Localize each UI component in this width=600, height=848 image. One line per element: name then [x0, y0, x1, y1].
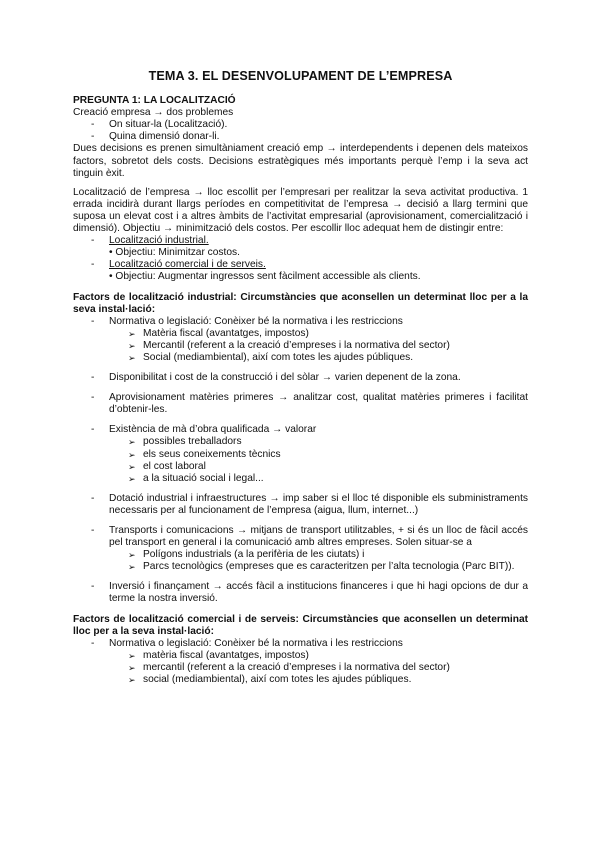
factor-subitem: ➢ Mercantil (referent a la creació d’empreses i la normativa del sector)	[73, 340, 528, 352]
factor-subitem: ➢ matèria fiscal (avantatges, impostos)	[73, 650, 528, 662]
question-heading: PREGUNTA 1: LA LOCALITZACIÓ	[73, 95, 236, 107]
location-type	[73, 259, 528, 271]
factor-item: - Aprovisionament matèries primeres → analitzar cost, qualitat matèries primeres i facilitat d’obtenir-les.	[73, 392, 528, 416]
factor-subitem: ➢ social (mediambiental), així com totes les ajudes públiques.	[73, 674, 528, 686]
factor-item: - Existència de mà d’obra qualificada → valorar	[73, 424, 528, 436]
location-objective: • Objectiu: Augmentar ingressos sent fàcilment accessible als clients.	[109, 271, 421, 283]
location-type-label: Localització comercial i de serveis.	[109, 259, 266, 271]
factor-subitem: ➢ el cost laboral	[73, 461, 528, 473]
intro-line: Creació empresa → dos problemes	[73, 107, 234, 119]
factor-item: - Inversió i finançament → accés fàcil a institucions financeres i que hi hagi opcions de dur a terme la nostra inversió.	[73, 581, 528, 605]
factor-subitem: ➢ mercantil (referent a la creació d’empreses i la normativa del sector)	[73, 662, 528, 674]
location-type-label: Localització industrial.	[109, 235, 209, 247]
factor-subitem: ➢ possibles treballadors	[73, 436, 528, 448]
factor-subitem: ➢ a la situació social i legal...	[73, 473, 528, 485]
factor-subitem: ➢ els seus coneixements tècnics	[73, 449, 528, 461]
factor-item: - Dotació industrial i infraestructures → imp saber si el lloc té disponible els subministraments necessaris per al funcionament de l’empresa (aigua, llum, internet...)	[73, 493, 528, 517]
factor-subitem: ➢ Matèria fiscal (avantatges, impostos)	[73, 328, 528, 340]
factor-subitem: ➢ Social (mediambiental), així com totes les ajudes públiques.	[73, 352, 528, 364]
section-heading: Factors de localització industrial: Circumstàncies que aconsellen un determinat lloc per a la seva instal·lació:	[73, 291, 528, 315]
paragraph: Dues decisions es prenen simultàniament creació emp → interdependents i depenen dels mateixos factors, sobretot dels costs. Decisions estratègiques més importants perquè l’emp i la seva act tinguin èxit.	[73, 143, 528, 179]
section-heading: Factors de localització comercial i de serveis: Circumstàncies que aconsellen un determinat lloc per a la seva instal·lació:	[73, 613, 528, 637]
problem-item: - Quina dimensió donar-li.	[73, 131, 528, 143]
location-type	[73, 235, 528, 247]
factor-item: - Transports i comunicacions → mitjans de transport utilitzables, + si és un lloc de fàcil accés pel transport en general i la comunicació amb altres empreses. Solen situar-se a	[73, 525, 528, 549]
factor-item: - Normativa o legislació: Conèixer bé la normativa i les restriccions	[73, 638, 528, 650]
paragraph: Localització de l’empresa → lloc escollit per l’empresari per realitzar la seva activitat productiva. 1 errada incidirà durant llargs períodes en competitivitat de l’empresa → decisió a llarg termini que suposa un elevat cost i a altres àmbits de l’activitat empresarial (aprovisionament, comercialització i dimensió). Objectiu → minimització dels costos. Per escollir lloc adequat hem de distingir entre:	[73, 186, 528, 235]
factor-subitem: ➢ Parcs tecnològics (empreses que es caracteritzen per l’alta tecnologia (Parc BIT)).	[73, 561, 528, 573]
document-page	[73, 70, 528, 686]
factor-item: - Disponibilitat i cost de la construcció i del sòlar → varien depenent de la zona.	[73, 372, 528, 384]
factor-item: - Normativa o legislació: Conèixer bé la normativa i les restriccions	[73, 316, 528, 328]
factor-subitem: ➢ Polígons industrials (a la perifèria de les ciutats) i	[73, 549, 528, 561]
problem-item: - On situar-la (Localització).	[73, 119, 528, 131]
document-title: TEMA 3. EL DESENVOLUPAMENT DE L’EMPRESA	[148, 69, 453, 83]
location-objective: • Objectiu: Minimitzar costos.	[109, 247, 240, 259]
